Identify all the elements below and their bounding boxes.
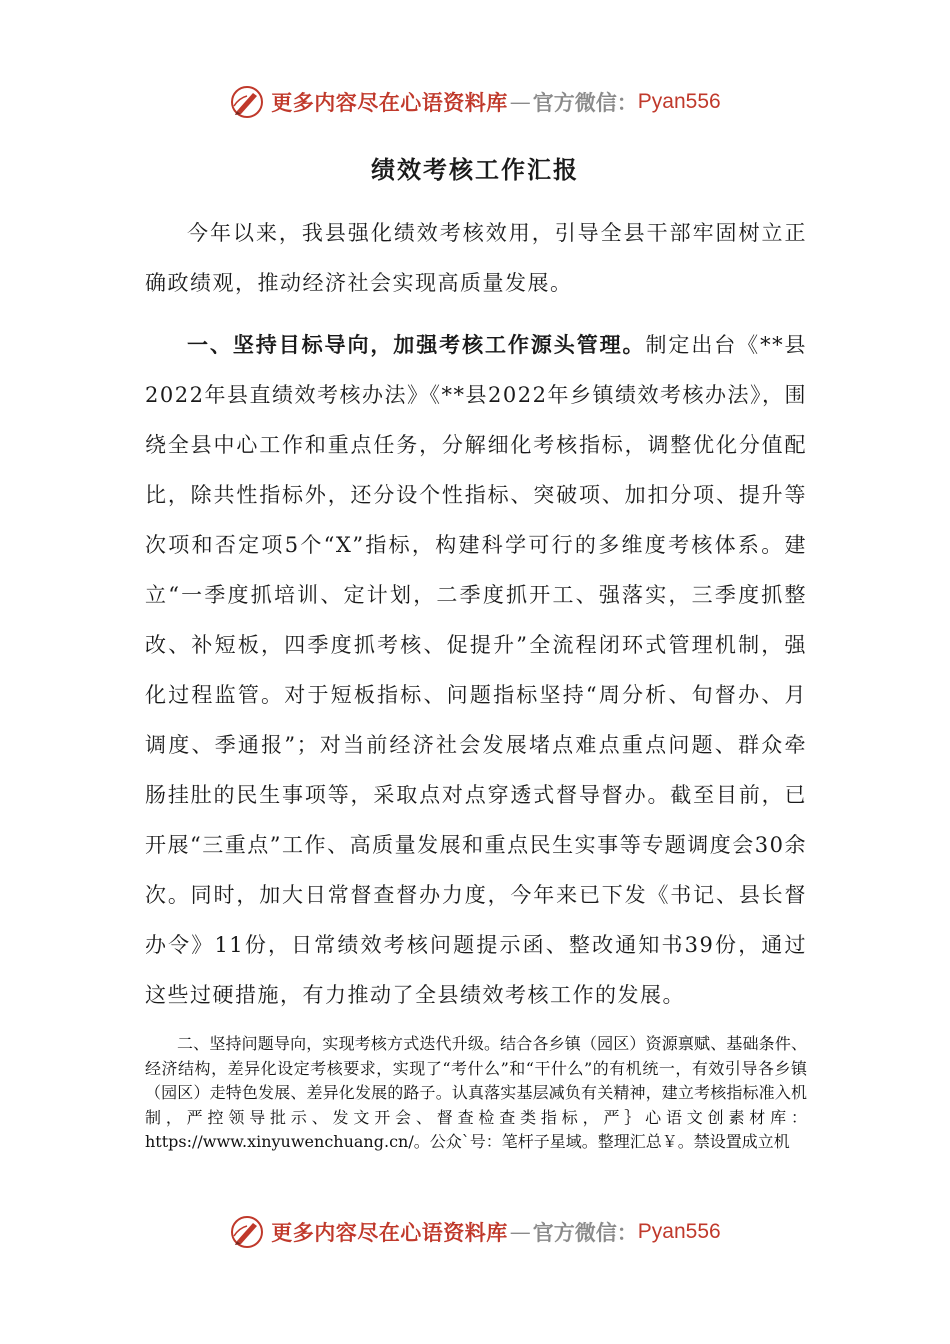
intro-paragraph: 今年以来，我县强化绩效考核效用，引导全县干部牢固树立正确政绩观，推动经济社会实现高质量发展。 [145,221,807,295]
document-title: 绩效考核工作汇报 [371,155,579,184]
section-one-heading: 一、坚持目标导向，加强考核工作源头管理。 [187,332,646,357]
footer-banner-wechat-id: Pyan556 [637,1220,721,1243]
footer-banner-wechat-label: 官方微信： [532,1220,638,1245]
section-one-body: 制定出台《**县2022年县直绩效考核办法》《**县2022年乡镇绩效考核办法》，围绕全县中心工作和重点任务，分解细化考核指标，调整优化分值配比，除共性指标外，还分设个性指标、突破项、加扣分项、提升等次项和否定项5个“X”指标，构建科学可行的多维度考核体系。建立“一季度抓培训、定计划，二季度抓开工、强落实，三季度抓整改、补短板，四季度抓考核、促提升”全流程闭环式管理机制，强化过程监管。对于短板指标、问题指标坚持“周分析、旬督办、月调度、季通报”；对当前经济社会发展堵点难点重点问题、群众牵肠挂肚的民生事项等，采取点对点穿透式督导督办。截至目前，已开展“三重点”工作、高质量发展和重点民生实事等专题调度会30余次。同时，加大日常督查督办力度，今年来已下发《书记、县长督办令》11份，日常绩效考核问题提示函、整改通知书39份，通过这些过硬措施，有力推动了全县绩效考核工作的发展。 [145,333,808,1007]
footer-banner-separator: — [509,1220,531,1244]
footer-banner-text: 更多内容尽在心语资料库 [271,1220,508,1245]
banner-wechat-id: Pyan556 [637,90,721,113]
header-banner [0,80,950,124]
section-one-paragraph [145,320,807,1020]
pen-logo-icon [229,1214,265,1250]
banner-wechat-label: 官方微信： [532,90,638,115]
banner-separator: — [509,90,531,114]
pen-logo-icon [229,84,265,120]
footer-banner [0,1210,950,1254]
banner-text: 更多内容尽在心语资料库 [271,90,508,115]
section-two-paragraph: 二、坚持问题导向，实现考核方式迭代升级。结合各乡镇（园区）资源禀赋、基础条件、经济结构，差异化设定考核要求，实现了“考什么”和“干什么”的有机统一，有效引导各乡镇（园区）走特色发展、差异化发展的路子。认真落实基层减负有关精神，建立考核指标准入机制，严控领导批示、发文开会、督查检查类指标，严｝心语文创素材库：https://www.xinyuwenchuang.cn/。公众`号：笔杆子星域。整理汇总￥。禁设置成立机 [145,1034,807,1151]
